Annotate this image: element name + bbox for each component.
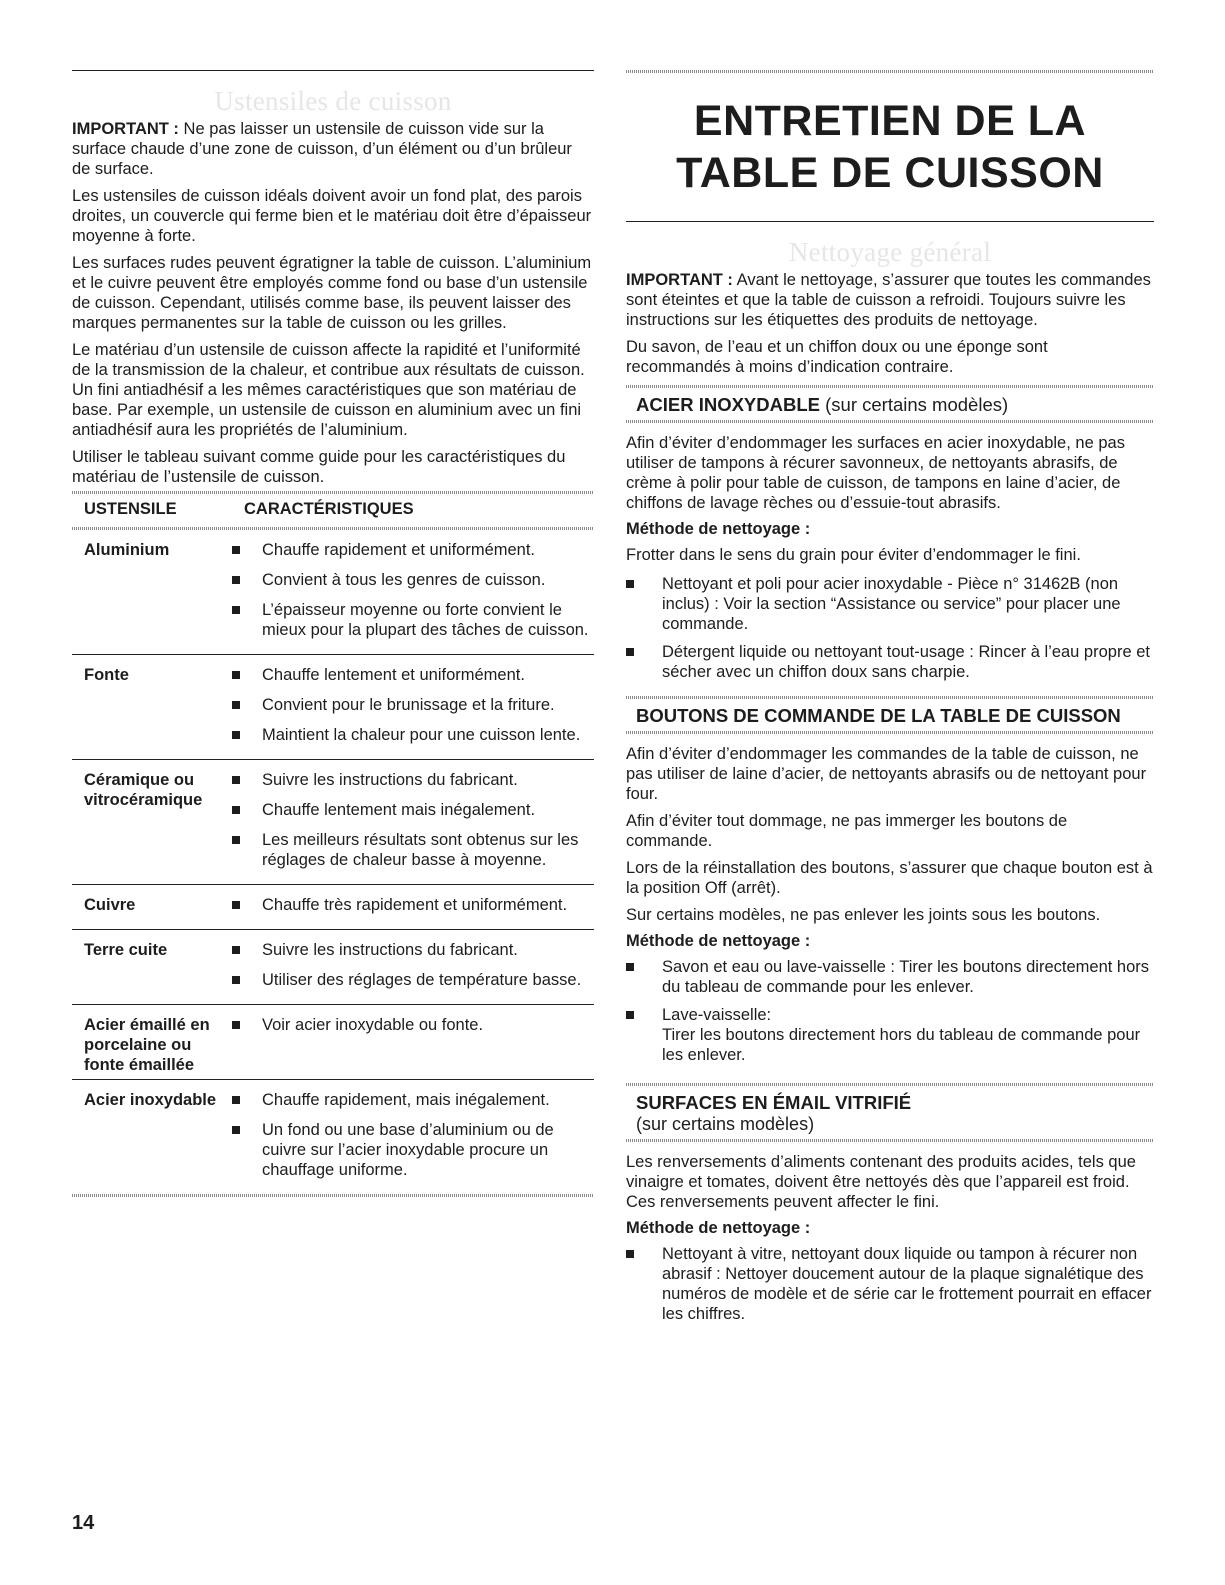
list-item [626,957,1154,997]
paragraph: Le matériau d’un ustensile de cuisson affecte la rapidité et l’uniformité de la transmission de la chaleur, et contribue aux résultats de cuisson. Un fini antiadhésif a les mêmes caractéristiques que son matériau de base. Par exemple, un ustensile de cuisson en aluminium avec un fini antiadhésif aura les propriétés de l’aluminium. [72,341,585,439]
list-item [232,970,594,990]
list-item-text: Convient à tous les genres de cuisson. [262,571,546,589]
title-rule [626,221,1154,222]
bullet-icon [232,671,240,679]
method-label: Méthode de nettoyage : [626,520,811,538]
top-rule [72,70,594,71]
list-item [626,1005,1154,1065]
cleaning-important [626,270,1154,330]
left-column [72,70,594,1197]
bullet-icon [626,963,634,971]
material-name: Terre cuite [84,941,168,959]
paragraph: Lors de la réinstallation des boutons, s’assurer que chaque bouton est à la position Off (arrêt). [626,859,1153,897]
list-item-text: Chauffe rapidement et uniformément. [262,541,536,559]
list-item [232,940,594,960]
list-item [232,540,594,560]
list-item [232,1015,594,1035]
boutons-heading: BOUTONS DE COMMANDE DE LA TABLE DE CUISSON [636,705,1121,726]
list-item-text: Suivre les instructions du fabricant. [262,771,518,789]
important-label: IMPORTANT : [626,271,733,289]
bullet-icon [232,976,240,984]
list-item-text: Nettoyant et poli pour acier inoxydable - Pièce n° 31462B (non inclus) : Voir la section “Assistance ou service” pour placer une commande. [662,575,1121,633]
table-row [72,1079,594,1194]
header-ustensile: USTENSILE [84,500,177,518]
table-bottom-rule [72,1194,594,1197]
method-label: Méthode de nettoyage : [626,932,811,950]
paragraph: Utiliser le tableau suivant comme guide pour les caractéristiques du matériau de l’ustensile de cuisson. [72,448,566,486]
list-item-text: Un fond ou une base d’aluminium ou de cuivre sur l’acier inoxydable procure un chauffage uniforme. [262,1121,554,1179]
method-label: Méthode de nettoyage : [626,1219,811,1237]
bullet-icon [232,701,240,709]
page-title: ENTRETIEN DE LA TABLE DE CUISSON [676,97,1104,197]
list-item [232,895,594,915]
right-column [626,70,1154,1332]
list-item-text: Chauffe lentement et uniformément. [262,666,525,684]
important-text: Avant le nettoyage, s’assurer que toutes les commandes sont éteintes et que la table de cuisson a refroidi. Toujours suivre les instructions sur les étiquettes des produits de nettoyage. [626,271,1151,329]
list-item-text: Savon et eau ou lave-vaisselle : Tirer les boutons directement hors du tableau de commande pour les enlever. [662,958,1150,996]
paragraph: Les ustensiles de cuisson idéals doivent avoir un fond plat, des parois droites, un couvercle qui ferme bien et le matériau doit être d’épaisseur moyenne à forte. [72,187,592,245]
list-item-text: Chauffe très rapidement et uniformément. [262,896,568,914]
list-item-text: Utiliser des réglages de température basse. [262,971,582,989]
list-item-text: Convient pour le brunissage et la friture. [262,696,555,714]
list-item [232,695,594,715]
list-item [232,1090,594,1110]
list-item [232,665,594,685]
bullet-icon [232,606,240,614]
material-features [232,540,594,650]
cookware-important [72,119,594,179]
cookware-section-title: Ustensiles de cuisson [214,86,452,116]
bullet-icon [232,901,240,909]
list-item-text: Les meilleurs résultats sont obtenus sur les réglages de chaleur basse à moyenne. [262,831,579,869]
bullet-icon [232,806,240,814]
bullet-icon [626,648,634,656]
list-item-text: Chauffe lentement mais inégalement. [262,801,536,819]
list-item-text: Voir acier inoxydable ou fonte. [262,1016,484,1034]
bullet-icon [626,580,634,588]
table-header [72,494,594,527]
subsection-rule [626,1139,1154,1142]
table-row [72,654,594,759]
bullet-icon [232,1126,240,1134]
important-text: Ne pas laisser un ustensile de cuisson vide sur la surface chaude d’une zone de cuisson, d’un élément ou d’un brûleur de surface. [72,120,572,178]
material-name: Acier inoxydable [84,1091,217,1109]
material-features [232,1015,594,1075]
acier-heading-text: ACIER INOXYDABLE [636,394,820,415]
bullet-icon [232,731,240,739]
paragraph: Afin d’éviter d’endommager les commandes de la table de cuisson, ne pas utiliser de laine d’acier, de nettoyants abrasifs ou de nettoyant pour four. [626,745,1147,803]
bullet-icon [232,946,240,954]
bullet-icon [626,1011,634,1019]
bullet-icon [232,776,240,784]
material-name: Aluminium [84,541,170,559]
paragraph: Sur certains modèles, ne pas enlever les joints sous les boutons. [626,906,1101,924]
list-item-text: Suivre les instructions du fabricant. [262,941,518,959]
material-features [232,895,594,925]
material-name: Acier émaillé en porcelaine ou fonte émaillée [84,1016,210,1074]
bullet-icon [232,836,240,844]
list-item [232,570,594,590]
material-name: Fonte [84,666,129,684]
bullet-icon [626,1250,634,1258]
list-item [626,642,1154,682]
list-item-text: Maintient la chaleur pour une cuisson lente. [262,726,581,744]
list-item-text: Nettoyant à vitre, nettoyant doux liquide ou tampon à récurer non abrasif : Nettoyer doucement autour de la plaque signalétique des numéros de modèle et de série car le frottement pourrait en effacer les chiffres. [662,1245,1152,1323]
paragraph: Afin d’éviter tout dommage, ne pas immerger les boutons de commande. [626,812,1068,850]
page-number: 14 [72,1512,95,1534]
list-item [232,770,594,790]
material-name: Cuivre [84,896,136,914]
top-rule [626,70,1154,73]
bullet-icon [232,546,240,554]
paragraph: Les surfaces rudes peuvent égratigner la table de cuisson. L’aluminium et le cuivre peuvent être employés comme fond ou base d’un ustensile de cuisson. Cependant, utilisés comme base, ils peuvent laisser des marques permanentes sur la table de cuisson ou les grilles. [72,254,592,332]
subsection-rule [626,731,1154,734]
list-item-text: Chauffe rapidement, mais inégalement. [262,1091,550,1109]
list-item [626,574,1154,634]
list-item [232,725,594,745]
paragraph: Du savon, de l’eau et un chiffon doux ou une éponge sont recommandés à moins d’indication contraire. [626,338,1048,376]
table-row [72,1004,594,1079]
material-features [232,770,594,880]
important-label: IMPORTANT : [72,120,179,138]
acier-heading-note: (sur certains modèles) [820,394,1009,415]
bullet-icon [232,1096,240,1104]
list-item-text: Détergent liquide ou nettoyant tout-usage : Rincer à l’eau propre et sécher avec un chiffon doux sans charpie. [662,643,1150,681]
bullet-icon [232,576,240,584]
material-features [232,1090,594,1190]
list-item [232,1120,594,1180]
paragraph: Afin d’éviter d’endommager les surfaces en acier inoxydable, ne pas utiliser de tampons à récurer savonneux, de nettoyants abrasifs, de crème à polir pour table de cuisson, de tampons en laine d’acier, de chiffons de lavage rèches ou d’essuie-tout abrasifs. [626,434,1125,512]
acier-heading [626,388,1154,420]
list-item [232,800,594,820]
list-item-text: L’épaisseur moyenne ou forte convient le mieux pour la plupart des tâches de cuisson. [262,601,589,639]
paragraph: Frotter dans le sens du grain pour éviter d’endommager le fini. [626,546,1081,564]
list-item-text: Lave-vaisselle: Tirer les boutons directement hors du tableau de commande pour les enlever. [662,1006,1141,1064]
list-item [232,830,594,870]
table-row [72,530,594,654]
table-row [72,884,594,929]
bullet-icon [232,1021,240,1029]
table-row [72,929,594,1004]
list-item [626,1244,1154,1324]
material-features [232,940,594,1000]
header-caracteristiques: CARACTÉRISTIQUES [244,500,414,518]
list-item [232,600,594,640]
email-heading: SURFACES EN ÉMAIL VITRIFIÉ [636,1092,912,1113]
subsection-rule [626,420,1154,423]
table-row [72,759,594,884]
material-features [232,665,594,755]
email-heading-note: (sur certains modèles) [636,1114,815,1134]
paragraph: Les renversements d’aliments contenant des produits acides, tels que vinaigre et tomates, doivent être nettoyés dès que l’appareil est froid. Ces renversements peuvent affecter le fini. [626,1153,1136,1211]
material-name: Céramique ou vitrocéramique [84,771,203,809]
cleaning-section-title: Nettoyage général [788,237,992,267]
